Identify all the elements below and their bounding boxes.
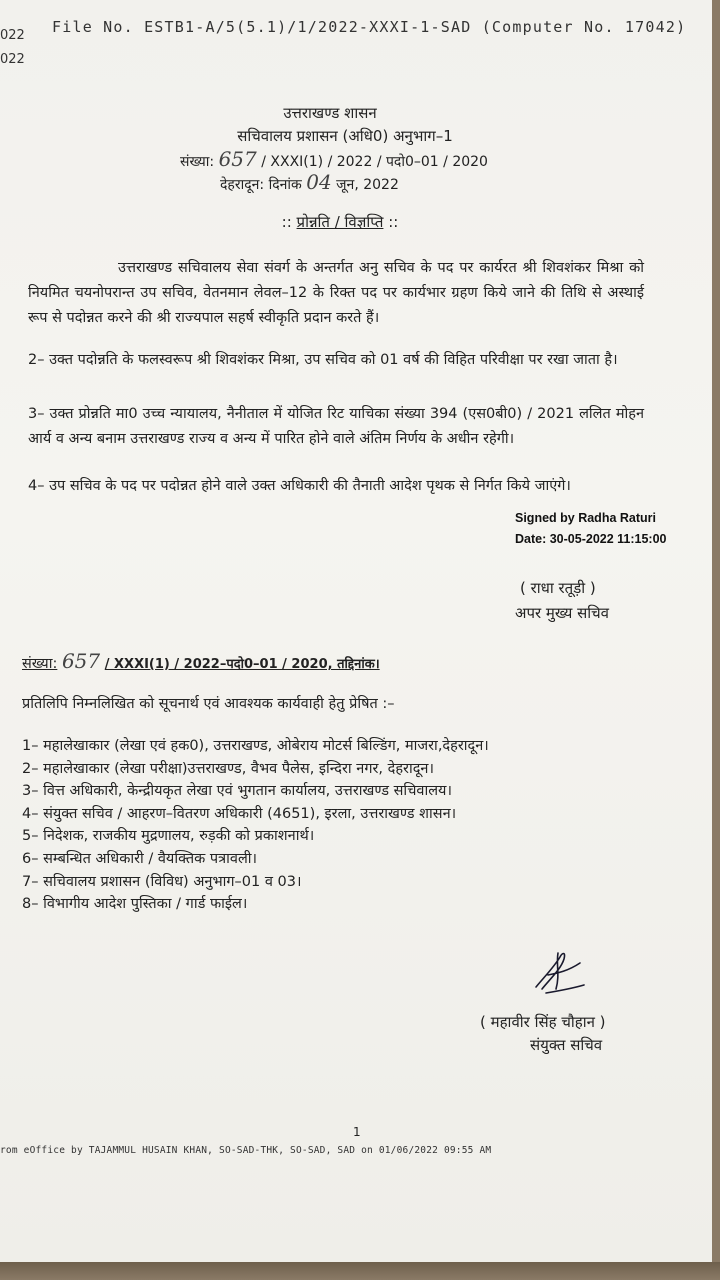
list-item: 2– महालेखाकार (लेखा परीक्षा)उत्तराखण्ड, वैभव पैलेस, इन्दिरा नगर, देहरादून। xyxy=(22,760,434,777)
order-date-rest: जून, 2022 xyxy=(336,177,399,193)
order-date-label: देहरादून: दिनांक xyxy=(220,177,302,193)
order-date xyxy=(220,170,399,194)
copy-reference-label: संख्या: xyxy=(22,656,58,672)
handwritten-signature xyxy=(528,945,588,1005)
list-item: 6– सम्बन्धित अधिकारी / वैयक्तिक पत्रावली। xyxy=(22,850,258,867)
copy-reference-rest: / XXXI(1) / 2022–पदो0–01 / 2020, तद्दिनांक। xyxy=(104,657,380,672)
list-item: 8– विभागीय आदेश पुस्तिका / गार्ड फाईल। xyxy=(22,896,248,913)
copy-list xyxy=(22,735,672,916)
title-text: प्रोन्नति / विज्ञप्ति xyxy=(296,213,384,231)
title-suffix: :: xyxy=(388,213,399,231)
paragraph-3: 3– उक्त प्रोन्नति मा0 उच्च न्यायालय, नैनीताल में योजित रिट याचिका संख्या 394 (एस0बी0) / 2021 ललित मोहन आर्य व अन्य बनाम उत्तराखण्ड राज्य व अन्य में पारित होने वाले अंतिम निर्णय के अधीन रहेगी। xyxy=(28,406,644,447)
paragraph-2: 2– उक्त पदोन्नति के फलस्वरूप श्री शिवशंकर मिश्रा, उप सचिव को 01 वर्ष की विहित परिवीक्षा पर रखा जाता है। xyxy=(28,352,618,368)
list-item: 7– सचिवालय प्रशासन (विविध) अनुभाग–01 व 03। xyxy=(22,873,302,890)
digital-signature-date: Date: 30-05-2022 11:15:00 xyxy=(515,532,667,546)
left-edge-fragment: 022 xyxy=(0,52,25,67)
paragraph-4: 4– उप सचिव के पद पर पदोन्नत होने वाले उक्त अधिकारी की तैनाती आदेश पृथक से निर्गत किये जाएंगे। xyxy=(28,478,571,494)
eoffice-footer: rom eOffice by TAJAMMUL HUSAIN KHAN, SO-SAD-THK, SO-SAD, SAD on 01/06/2022 09:55 AM xyxy=(0,1145,492,1156)
order-number-label: संख्या: xyxy=(180,154,215,170)
left-edge-fragment: 022 xyxy=(0,28,25,43)
list-item: 4– संयुक्त सचिव / आहरण–वितरण अधिकारी (4651), इरला, उत्तराखण्ड शासन। xyxy=(22,805,457,822)
copy-reference xyxy=(22,649,380,673)
file-number: File No. ESTB1-A/5(5.1)/1/2022-XXXI-1-SAD (Computer No. 17042) xyxy=(52,18,687,36)
order-date-handwritten: 04 xyxy=(306,170,332,194)
signatory-1-name: ( राधा रतूड़ी ) xyxy=(520,579,596,597)
list-item: 5– निदेशक, राजकीय मुद्रणालय, रुड़की को प्रकाशनार्थ। xyxy=(22,828,315,845)
page-number: 1 xyxy=(353,1125,361,1139)
list-item: 3– वित्त अधिकारी, केन्द्रीयकृत लेखा एवं भुगतान कार्यालय, उत्तराखण्ड सचिवालय। xyxy=(22,783,452,800)
digital-signature-name: Signed by Radha Raturi xyxy=(515,511,656,525)
government-name: उत्तराखण्ड शासन xyxy=(283,104,377,122)
order-number xyxy=(180,147,488,171)
signatory-2-designation: संयुक्त सचिव xyxy=(530,1036,603,1054)
copy-reference-handwritten: 657 xyxy=(61,649,101,673)
order-number-handwritten: 657 xyxy=(218,147,257,171)
signatory-1-designation: अपर मुख्य सचिव xyxy=(515,604,609,622)
department-name: सचिवालय प्रशासन (अधि0) अनुभाग–1 xyxy=(237,127,453,145)
title-prefix: :: xyxy=(281,213,292,231)
copy-intro: प्रतिलिपि निम्नलिखित को सूचनार्थ एवं आवश्यक कार्यवाही हेतु प्रेषित :– xyxy=(22,696,395,712)
signatory-2-name: ( महावीर सिंह चौहान ) xyxy=(480,1013,606,1031)
order-number-rest: / XXXI(1) / 2022 / पदो0–01 / 2020 xyxy=(261,154,488,170)
list-item: 1– महालेखाकार (लेखा एवं हक0), उत्तराखण्ड, ओबेराय मोटर्स बिल्डिंग, माजरा,देहरादून। xyxy=(22,738,489,754)
notice-title xyxy=(255,212,425,232)
paragraph-1: उत्तराखण्ड सचिवालय सेवा संवर्ग के अन्तर्गत अनु सचिव के पद पर कार्यरत श्री शिवशंकर मिश्रा को नियमित चयनोपरान्त उप सचिव, वेतनमान लेवल–12 के रिक्त पद पर कार्यभार ग्रहण किये जाने की तिथि से अस्थाई रूप से पदोन्नत करने की श्री राज्यपाल सहर्ष स्वीकृति प्रदान करते हैं। xyxy=(28,260,644,326)
background-surface xyxy=(0,1262,720,1280)
